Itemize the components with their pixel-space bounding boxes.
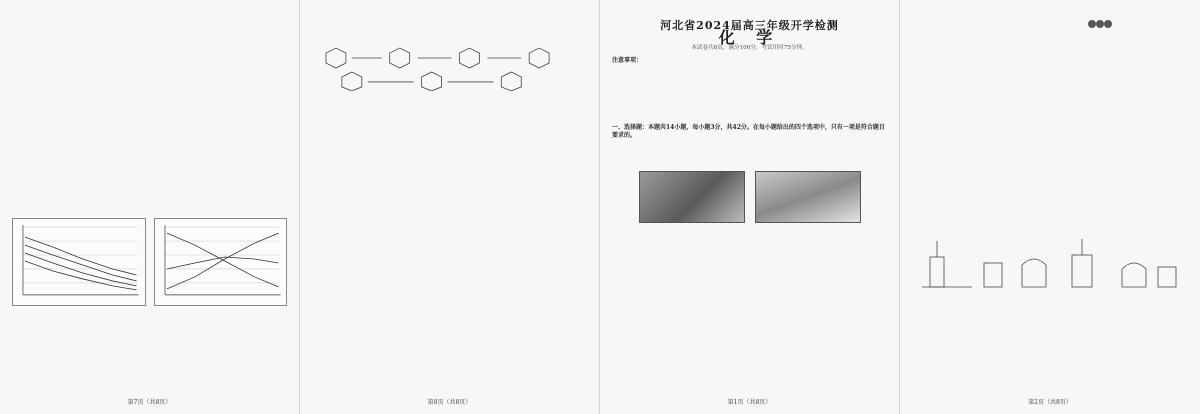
- page-footer: 第1页（共8页）: [727, 399, 772, 406]
- text-block: [12, 189, 287, 213]
- text-block: [312, 95, 587, 147]
- page-3: [600, 0, 900, 414]
- text-block: [12, 16, 287, 68]
- text-block: [912, 206, 1188, 230]
- page-4-body: [912, 16, 1188, 291]
- apparatus-svg: [912, 235, 1188, 291]
- chart-left-svg: [13, 219, 145, 305]
- text-block: [912, 177, 1188, 201]
- page-1-body: [12, 16, 287, 414]
- text-block: [12, 160, 287, 184]
- section-heading: 一、选择题：本题共14小题，每小题3分，共42分。在每小题给出的四个选项中，只有一项是符合题目要求的。: [612, 123, 885, 140]
- figure-chart-left: [12, 218, 146, 306]
- exam-subject: 化 学: [718, 28, 781, 48]
- text-block: [912, 34, 1188, 86]
- page-footer: 第7页（共8页）: [127, 399, 172, 406]
- apparatus-figure: [912, 235, 1188, 291]
- text-block: [912, 120, 1188, 172]
- text-block: [312, 16, 587, 40]
- molecule-svg: [912, 16, 1188, 32]
- text-block: [312, 282, 587, 334]
- text-block: [612, 227, 887, 251]
- exam-meta: 本试卷共8页，满分100分，考试用时75分钟。: [691, 45, 808, 52]
- page-2: [300, 0, 600, 414]
- artifact-photo: [755, 171, 861, 223]
- text-block: [612, 256, 887, 308]
- text-block: [12, 341, 287, 365]
- page-2-body: [312, 16, 587, 334]
- page-footer: 第8页（共8页）: [427, 399, 472, 406]
- synthesis-route-svg: [312, 45, 587, 91]
- text-block: [12, 102, 287, 126]
- page-4: [900, 0, 1200, 414]
- page-1: [0, 0, 300, 414]
- exam-title: 河北省2024届高三年级开学检测: [660, 19, 839, 32]
- text-block: [12, 312, 287, 336]
- text-block: [12, 131, 287, 155]
- figure-chart-right: [154, 218, 288, 306]
- text-block: [12, 73, 287, 97]
- text-block: [312, 152, 587, 248]
- text-block: [312, 253, 587, 277]
- text-block: [612, 142, 887, 166]
- chart-pair: [12, 218, 287, 306]
- chart-right-svg: [155, 219, 287, 305]
- question-photos: [612, 171, 887, 223]
- text-block: [912, 91, 1188, 115]
- page-3-body: [612, 19, 887, 308]
- page-footer: 第2页（共8页）: [1028, 399, 1072, 406]
- notice-title: 注意事项：: [612, 56, 643, 64]
- notice-list: [612, 67, 887, 119]
- synthesis-route-figure: [312, 45, 587, 91]
- molecule-figure: [912, 16, 1188, 32]
- artifact-photo: [639, 171, 745, 223]
- text-block: [12, 370, 287, 394]
